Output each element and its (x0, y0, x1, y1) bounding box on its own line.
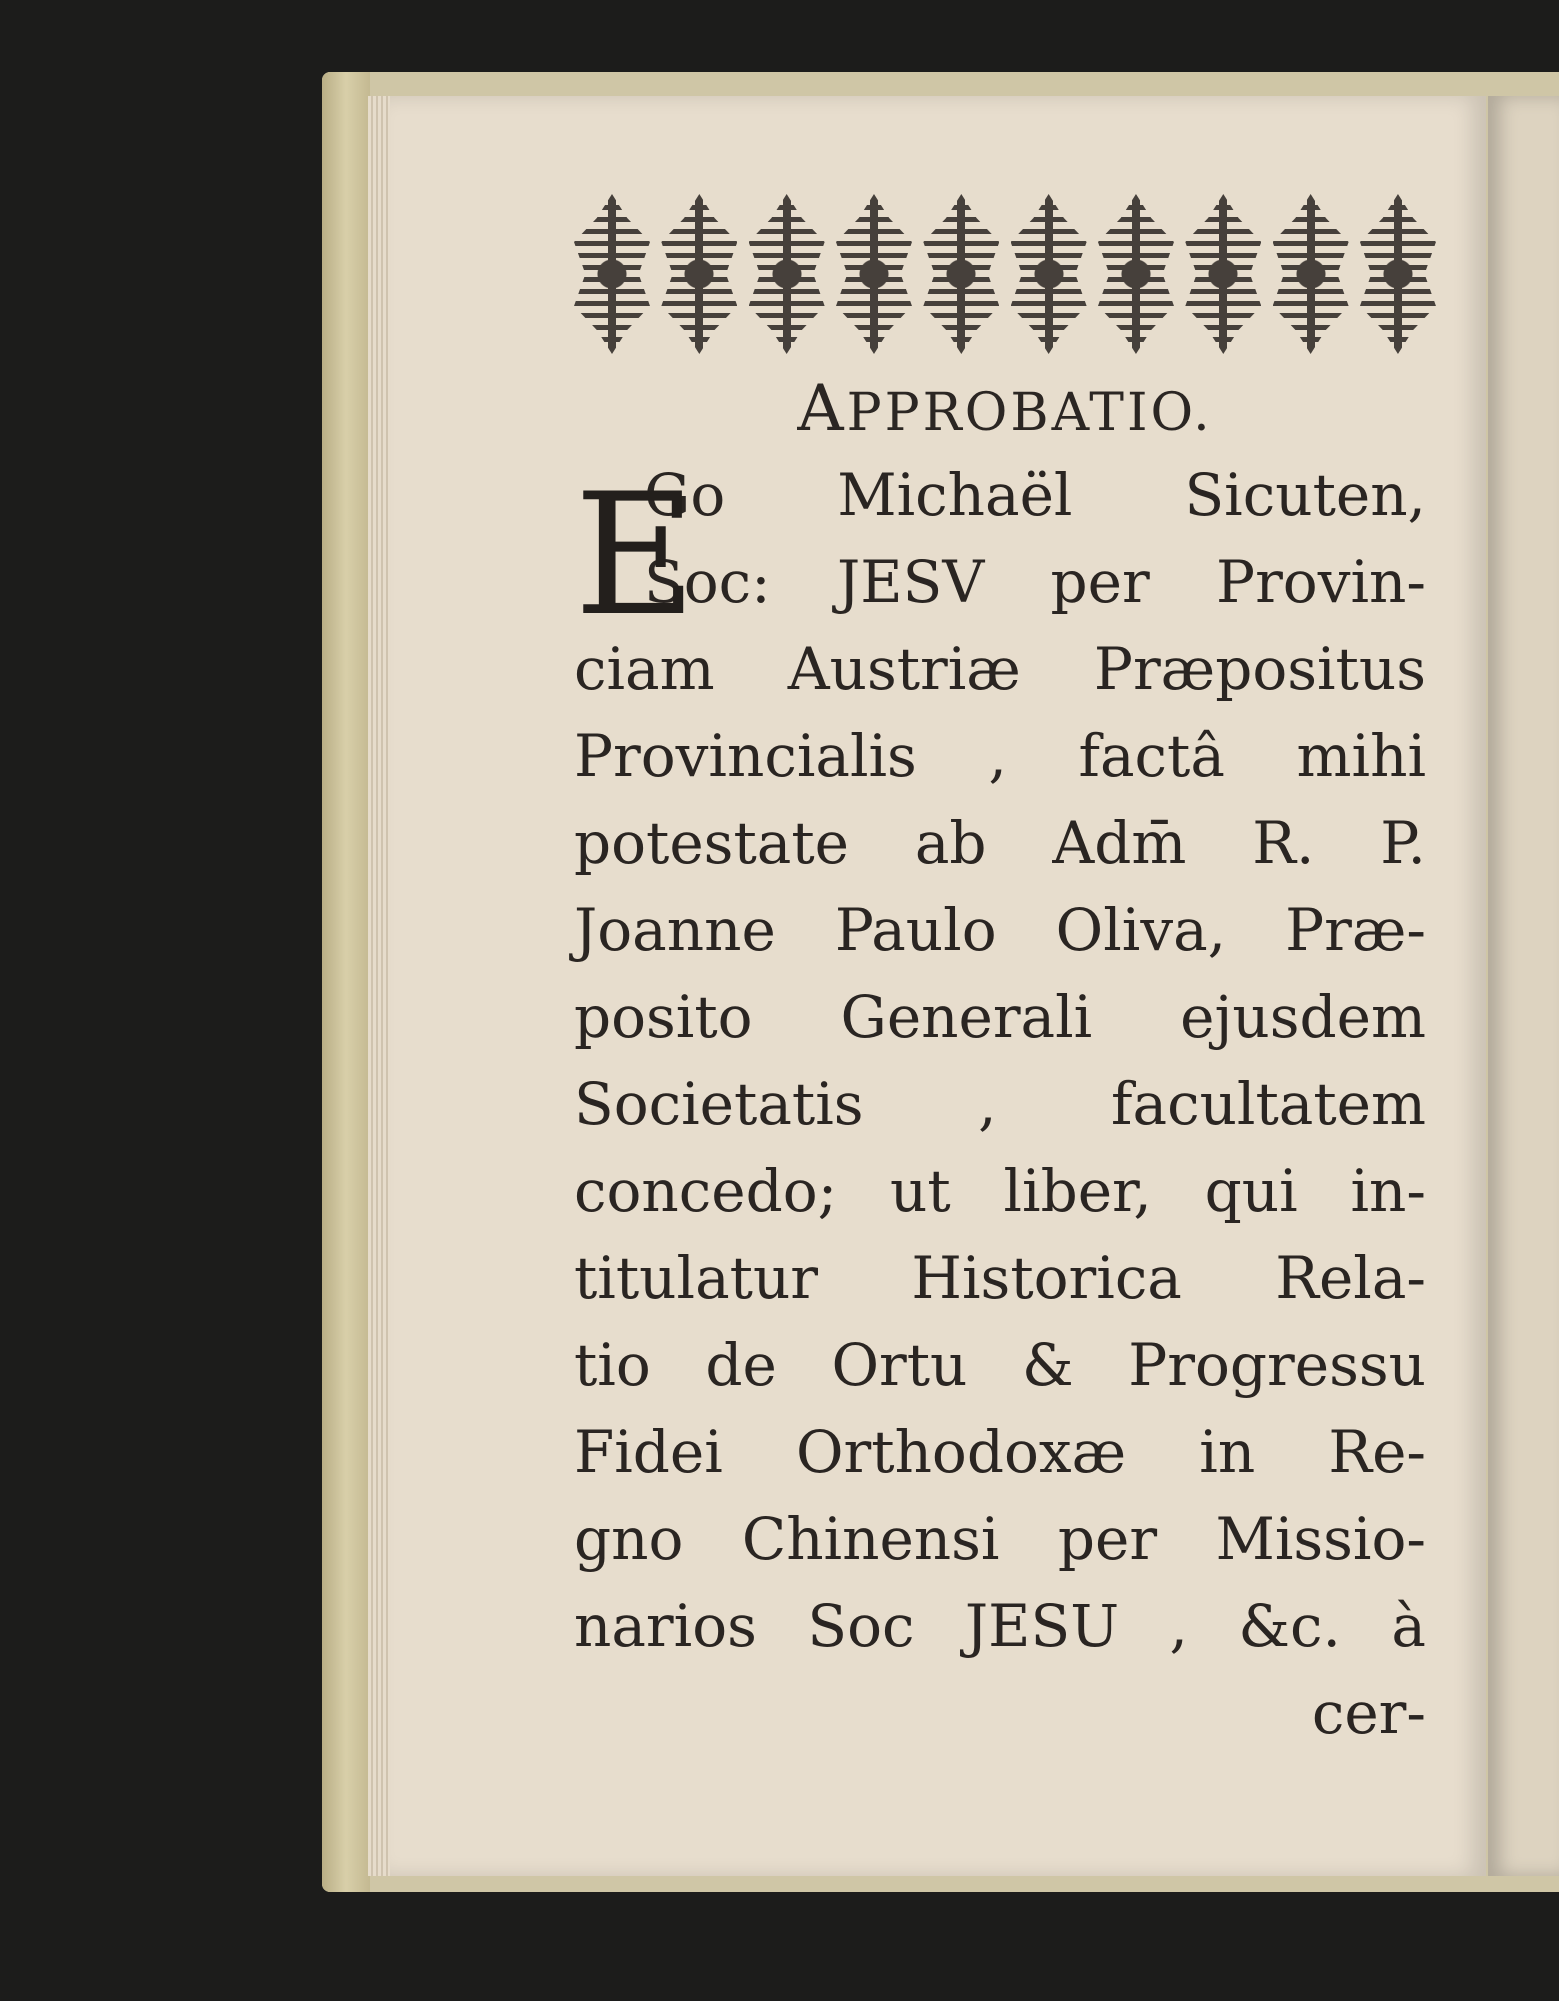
heading-initial: A (797, 372, 847, 446)
ornament-icon (1273, 194, 1349, 354)
page-edges (368, 96, 392, 1876)
catchword: cer- (1311, 1679, 1426, 1747)
text-line: Joanne Paulo Oliva, Præ- (574, 896, 1426, 964)
drop-cap: E (574, 457, 697, 653)
text-line: tio de Ortu & Progressu (574, 1331, 1426, 1399)
page-heading (574, 372, 1436, 446)
approbation-text (574, 452, 1426, 1757)
heading-rest: PPROBATIO. (846, 383, 1213, 443)
text-line: narios Soc JESU , &c. à (574, 1592, 1426, 1660)
facing-page-edge (1488, 96, 1559, 1876)
text-line: posito Generali ejusdem (574, 983, 1426, 1051)
text-line: Provincialis , factâ mihi (574, 722, 1426, 790)
book-spine (322, 72, 370, 1892)
ornament-icon (923, 194, 999, 354)
ornament-icon (1185, 194, 1261, 354)
ornament-icon (661, 194, 737, 354)
text-line: Soc: JESV per Provin- (644, 548, 1426, 616)
ornament-icon (749, 194, 825, 354)
ornament-icon (836, 194, 912, 354)
ornament-icon (1360, 194, 1436, 354)
ornament-icon (574, 194, 650, 354)
text-line: Go Michaël Sicuten, (644, 461, 1426, 529)
text-line: gno Chinensi per Missio- (574, 1505, 1426, 1573)
text-line: Societatis , facultatem (574, 1070, 1426, 1138)
text-line: ciam Austriæ Præpositus (574, 635, 1426, 703)
ornament-icon (1011, 194, 1087, 354)
text-line: potestate ab Adm̄ R. P. (574, 809, 1426, 877)
text-line: titulatur Historica Rela- (574, 1244, 1426, 1312)
text-line: concedo; ut liber, qui in- (574, 1157, 1426, 1225)
text-line: Fidei Orthodoxæ in Re- (574, 1418, 1426, 1486)
decorative-headpiece (574, 192, 1436, 356)
ornament-icon (1098, 194, 1174, 354)
